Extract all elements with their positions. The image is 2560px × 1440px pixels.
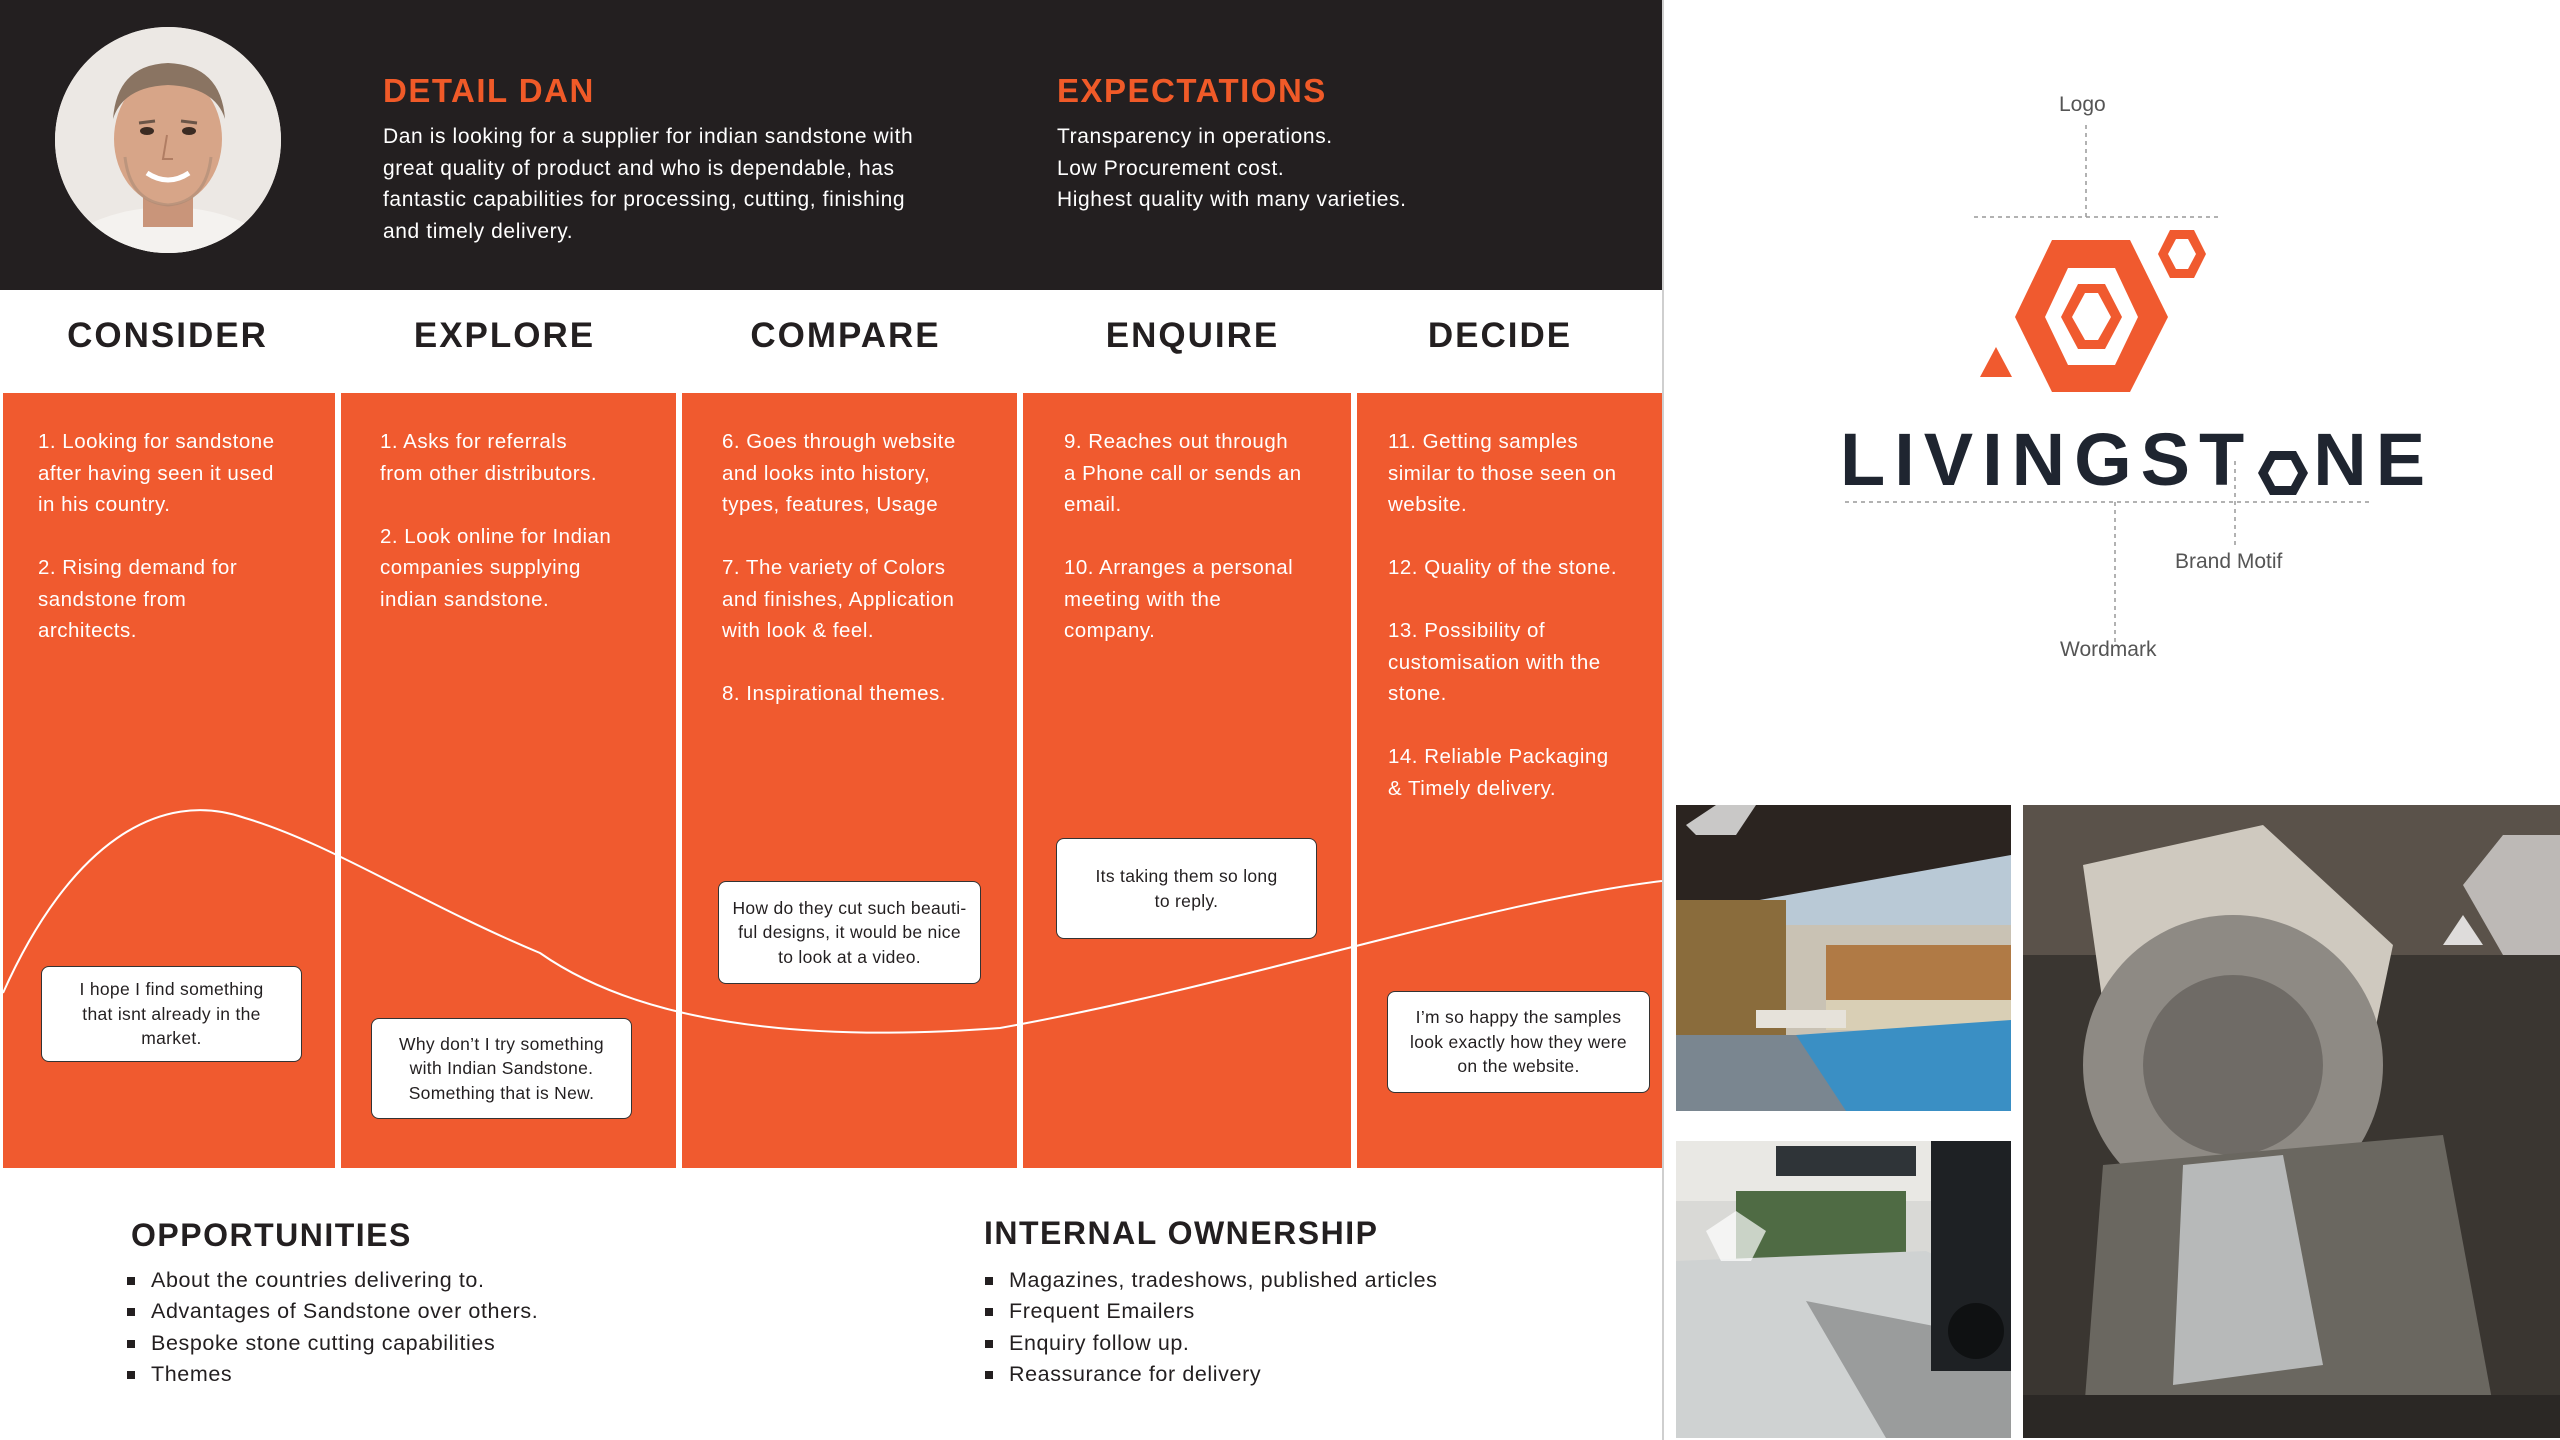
ownership-title: INTERNAL OWNERSHIP — [984, 1215, 1379, 1251]
stage-title-consider: CONSIDER — [67, 316, 268, 355]
stage-item-line: 1. Asks for referrals — [380, 430, 568, 453]
stage-item-line: similar to those seen on — [1388, 461, 1617, 485]
thought-text: I’m so happy the samples look exactly how they were on the website. — [1410, 1007, 1627, 1077]
stage-item-line: 11. Getting samples — [1388, 430, 1579, 453]
opportunities-list — [127, 1265, 538, 1391]
list-item: Frequent Emailers — [985, 1296, 1438, 1327]
list-item: Reassurance for delivery — [985, 1359, 1438, 1390]
stage-title-enquire: ENQUIRE — [1105, 316, 1280, 355]
thought-text: Its taking them so long to reply. — [1095, 866, 1278, 911]
expectation-line: Highest quality with many varieties. — [1057, 188, 1407, 211]
stage-items-explore — [380, 426, 611, 647]
list-item: Advantages of Sandstone over others. — [127, 1296, 538, 1327]
persona-description-line: great quality of product and who is dependable, has — [383, 156, 895, 180]
stage-title-compare: COMPARE — [750, 316, 941, 355]
stage-item-line: sandstone from — [38, 587, 187, 611]
stage-item-line: a Phone call or sends an — [1064, 461, 1302, 485]
stage-item-line: 6. Goes through website — [722, 430, 956, 453]
thought-text: How do they cut such beauti- ful designs, it would be nice to look at a video. — [732, 897, 967, 967]
list-item: About the countries delivering to. — [127, 1265, 538, 1296]
thought-bubble-enquire — [1056, 838, 1317, 939]
stage-item-line: in his country. — [38, 493, 171, 516]
photo-pool-courtyard — [1676, 805, 2011, 1111]
stage-item-line: 7. The variety of Colors — [722, 556, 946, 579]
stage-item-line: 1. Looking for sandstone — [38, 430, 275, 453]
logo-mark-icon — [1970, 220, 2230, 400]
list-item: Themes — [127, 1359, 538, 1390]
expectation-line: Low Procurement cost. — [1057, 156, 1285, 180]
wordmark-text: LIVINGST — [1840, 418, 2254, 501]
stage-item — [1388, 741, 1617, 804]
ownership-list — [985, 1265, 1438, 1391]
stage-item-line: 12. Quality of the stone. — [1388, 556, 1618, 579]
stage-item — [1064, 426, 1302, 521]
stage-item-line: meeting with the — [1064, 587, 1222, 611]
stage-item-line: and finishes, Application — [722, 587, 955, 611]
stage-item-line: email. — [1064, 493, 1122, 516]
thought-text: I hope I find something that isnt already in the market. — [79, 979, 264, 1049]
stage-item — [722, 552, 956, 647]
stage-item-line: and looks into history, — [722, 461, 931, 485]
stage-item-line: with look & feel. — [722, 619, 875, 642]
persona-description-line: and timely delivery. — [383, 219, 574, 243]
stage-item-line: customisation with the — [1388, 650, 1601, 674]
stage-item-line: stone. — [1388, 682, 1447, 705]
list-item: Bespoke stone cutting capabilities — [127, 1328, 538, 1359]
stage-item — [1388, 615, 1617, 710]
stage-items-compare — [722, 426, 956, 741]
brand-wordmark — [1840, 415, 2434, 505]
stage-item-line: website. — [1388, 493, 1468, 516]
stage-title-decide: DECIDE — [1427, 316, 1573, 355]
thought-bubble-compare — [718, 881, 981, 984]
stage-item — [1388, 552, 1617, 584]
stage-item — [1064, 552, 1302, 647]
logo-label: Logo — [2059, 93, 2106, 116]
stage-item — [380, 426, 611, 489]
list-item: Magazines, tradeshows, published articles — [985, 1265, 1438, 1296]
persona-title: DETAIL DAN — [383, 72, 595, 109]
stage-item-line: 2. Rising demand for — [38, 556, 238, 579]
stage-item — [38, 552, 275, 647]
persona-description — [383, 121, 913, 247]
stage-item — [1388, 426, 1617, 521]
list-item: Enquiry follow up. — [985, 1328, 1438, 1359]
thought-bubble-decide — [1387, 991, 1650, 1093]
persona-header — [0, 0, 1662, 290]
stage-item-line: indian sandstone. — [380, 587, 550, 611]
stage-item-line: 9. Reaches out through — [1064, 430, 1289, 453]
stage-item-line: 14. Reliable Packaging — [1388, 745, 1609, 768]
stage-items-consider — [38, 426, 275, 678]
panel-divider — [1662, 0, 1664, 1440]
thought-bubble-explore — [371, 1018, 632, 1119]
stage-item-line: types, features, Usage — [722, 493, 939, 516]
stage-item — [380, 521, 611, 616]
brand-motif-label: Brand Motif — [2175, 550, 2283, 573]
wordmark-text: NE — [2313, 418, 2435, 501]
stage-item-line: after having seen it used — [38, 461, 274, 485]
wordmark-label: Wordmark — [2060, 638, 2157, 661]
opportunities-title: OPPORTUNITIES — [131, 1217, 412, 1253]
thought-text: Why don’t I try something with Indian Sandstone. Something that is New. — [399, 1033, 604, 1103]
stage-items-enquire — [1064, 426, 1302, 678]
photo-stone-cutting — [2023, 805, 2560, 1438]
stage-item-line: 2. Look online for Indian — [380, 524, 612, 548]
stage-item — [38, 426, 275, 521]
stage-item-line: from other distributors. — [380, 461, 598, 485]
persona-description-line: Dan is looking for a supplier for indian sandstone with — [383, 125, 914, 148]
stage-item-line: 13. Possibility of — [1388, 619, 1546, 642]
stage-items-decide — [1388, 426, 1617, 836]
persona-description-line: fantastic capabilities for processing, cutting, finishing — [383, 188, 906, 211]
stage-title-explore: EXPLORE — [413, 316, 596, 355]
stage-item-line: architects. — [38, 619, 137, 642]
stage-item-line: 8. Inspirational themes. — [722, 682, 946, 705]
stage-item-line: & Timely delivery. — [1388, 776, 1557, 800]
stage-item-line: 10. Arranges a personal — [1064, 556, 1294, 579]
thought-bubble-consider — [41, 966, 302, 1062]
stage-item — [722, 426, 956, 521]
expectations-list — [1057, 121, 1407, 216]
expectations-title: EXPECTATIONS — [1057, 72, 1327, 109]
stage-item-line: companies supplying — [380, 556, 581, 579]
persona-avatar — [55, 27, 281, 253]
stage-item — [722, 678, 956, 710]
photo-stone-driveway — [1676, 1141, 2011, 1438]
expectation-line: Transparency in operations. — [1057, 125, 1333, 148]
stage-item-line: company. — [1064, 619, 1156, 642]
